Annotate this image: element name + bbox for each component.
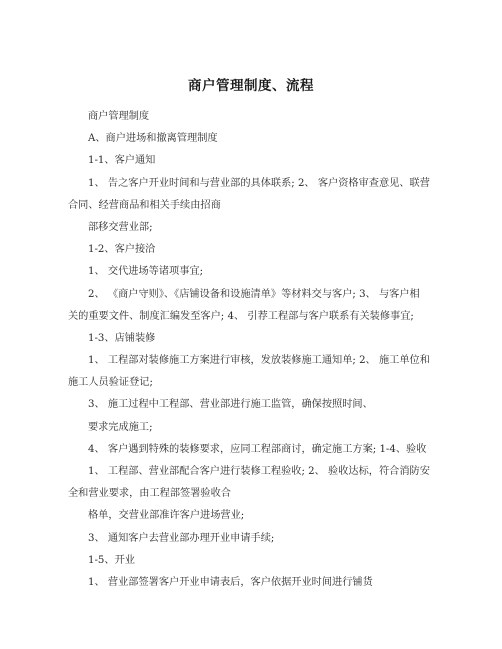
text-line: 1-2、客户接洽 [88, 244, 156, 256]
text-line: 合同、经营商品和相关手续由招商 [68, 199, 221, 211]
text-line: 关的重要文件、制度汇编发至客户; 4、 引荐工程部与客户联系有关装修事宜; [68, 310, 414, 322]
text-line: 部移交营业部; [88, 221, 153, 233]
text-line: 1-5、开业 [88, 554, 135, 566]
document-body [68, 106, 442, 594]
text-line: 格单，交营业部准许客户进场营业; [88, 510, 245, 522]
text-line: 2、 《商户守则》、《店铺设备和设施清单》等材料交与客户; 3、 与客户相 [88, 288, 420, 300]
text-line: 1、 工程部、营业部配合客户进行装修工程验收; 2、 验收达标，符合消防安 [88, 466, 430, 477]
text-line: 商户管理制度 [88, 111, 150, 122]
text-line: 要求完成施工; [88, 421, 153, 433]
text-line: 3、 通知客户去营业部办理开业申请手续; [88, 532, 275, 544]
document-title: 商户管理制度、流程 [188, 78, 314, 94]
text-line: 3、 施工过程中工程部、营业部进行施工监管，确保按照时间、 [88, 399, 373, 411]
text-line: 1-3、店铺装修 [88, 332, 156, 344]
text-line: 1、 营业部签署客户开业申请表后，客户依据开业时间进行铺货 [88, 576, 373, 588]
text-line: 4、 客户遇到特殊的装修要求，应同工程部商讨，确定施工方案; 1-4、验收 [88, 443, 427, 455]
text-line: 1、 交代进场等诸项事宜; [88, 266, 204, 278]
text-line: A、商户进场和撤离管理制度 [88, 133, 218, 145]
text-line: 全和营业要求，由工程部签署验收合 [68, 488, 231, 500]
text-line: 施工人员验证登记; [68, 377, 153, 389]
text-line: 1、 告之客户开业时间和与营业部的具体联系; 2、 客户资格审查意见、联营 [88, 177, 430, 189]
text-line: 1-1、客户通知 [88, 155, 156, 167]
text-line: 1、 工程部对装修施工方案进行审核，发放装修施工通知单; 2、 施工单位和 [88, 355, 430, 367]
